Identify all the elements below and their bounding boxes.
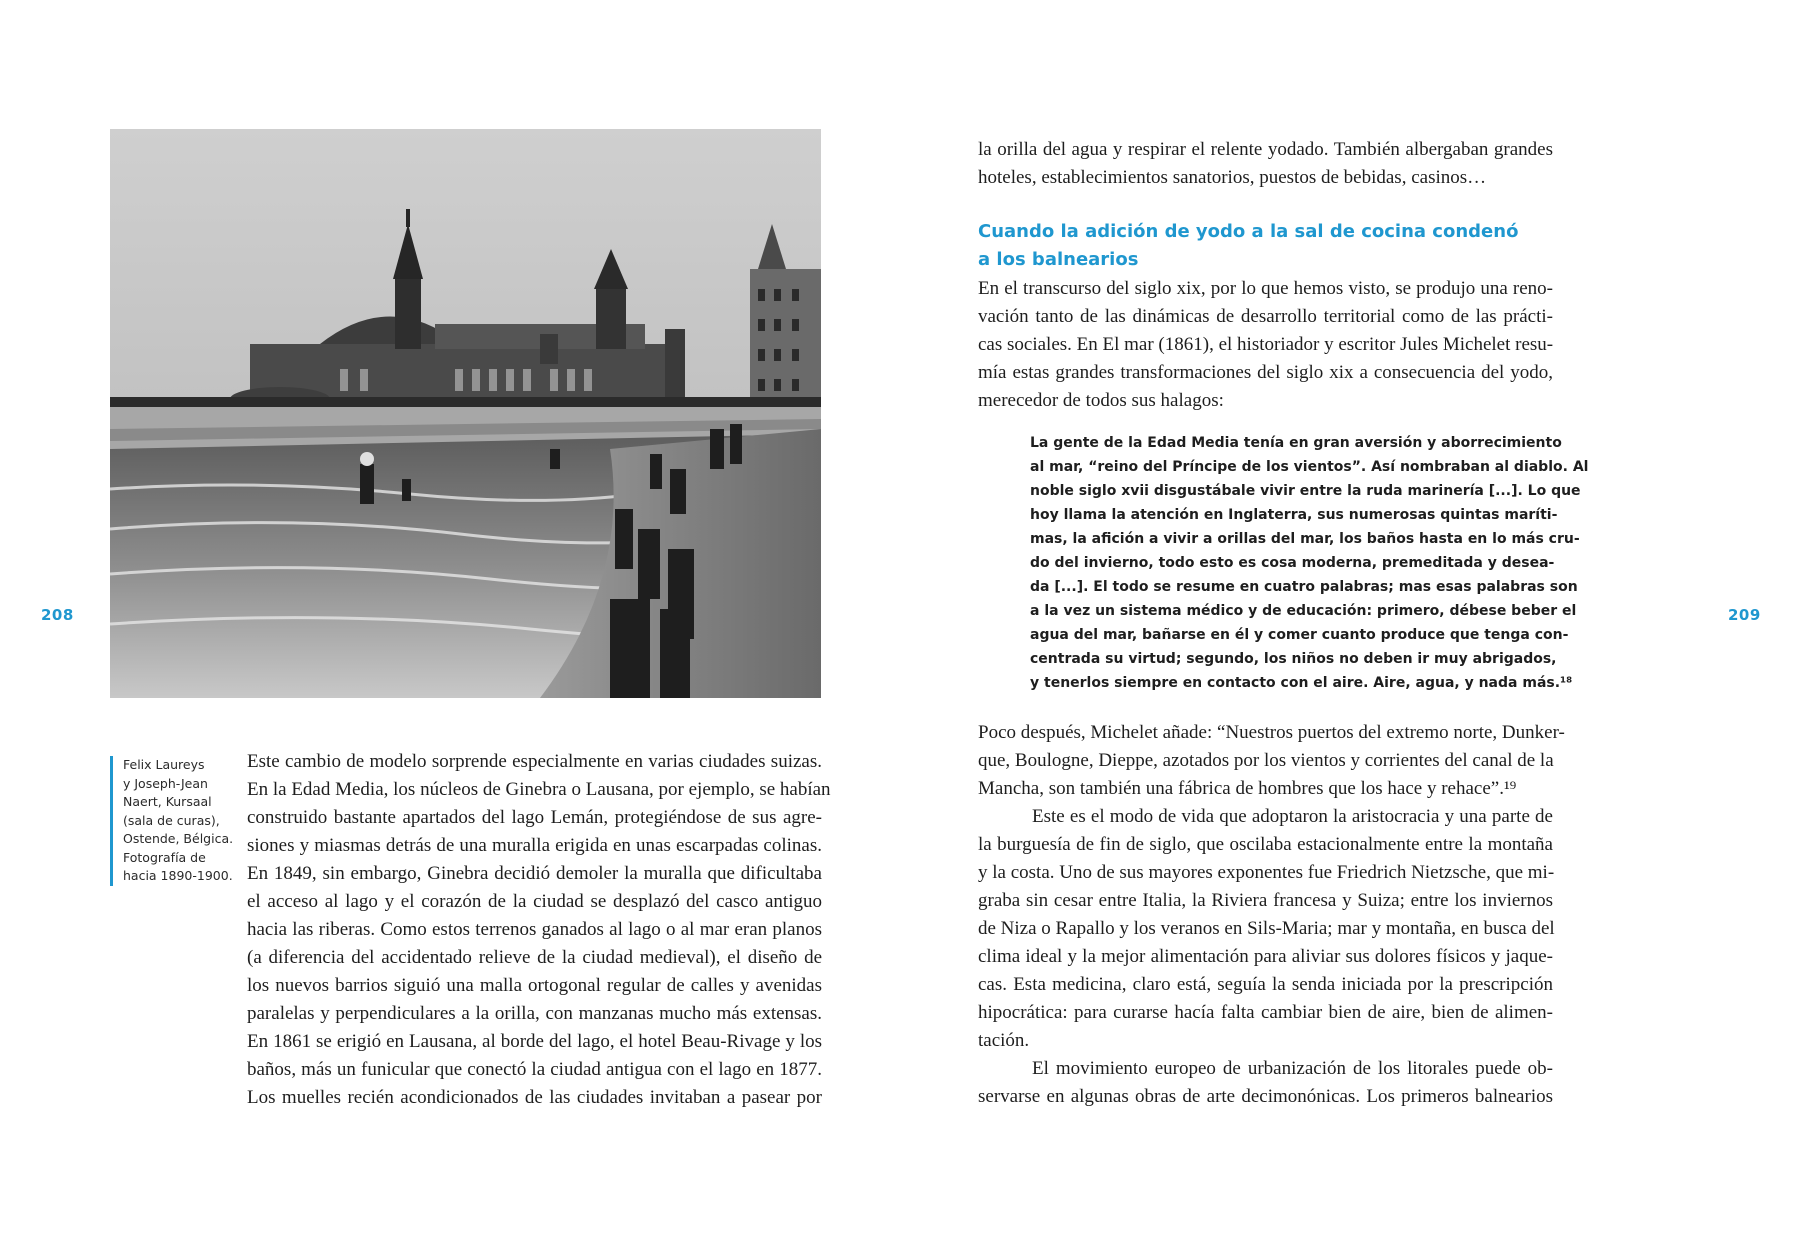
body-line: hoteles, establecimientos sanatorios, puestos de bebidas, casinos…: [978, 167, 1487, 188]
body-line: servarse en algunas obras de arte decimonónicas. Los primeros balnearios: [978, 1086, 1553, 1107]
heading-line: a los balnearios: [978, 249, 1139, 270]
quote-line: do del invierno, todo esto es cosa moderna, premeditada y desea-: [1030, 555, 1555, 571]
body-line: hacia las riberas. Como estos terrenos ganados al lago o al mar eran planos: [247, 919, 822, 940]
body-line: Este cambio de modelo sorprende especialmente en varias ciudades suizas.: [247, 751, 822, 772]
body-line: En la Edad Media, los núcleos de Ginebra o Lausana, por ejemplo, se habían: [247, 779, 831, 800]
body-line: Este es el modo de vida que adoptaron la aristocracia y una parte de: [1032, 806, 1553, 827]
body-line: merecedor de todos sus halagos:: [978, 390, 1224, 411]
body-line: graba sin cesar entre Italia, la Riviera francesa y Suiza; entre los inviernos: [978, 890, 1553, 911]
section-heading: [978, 218, 1553, 274]
quote-line: La gente de la Edad Media tenía en gran aversión y aborrecimiento: [1030, 435, 1562, 451]
body-line: cas. Esta medicina, claro está, seguía la senda iniciada por la prescripción: [978, 974, 1553, 995]
body-line: (a diferencia del accidentado relieve de la ciudad medieval), el diseño de: [247, 947, 822, 968]
body-line: mía estas grandes transformaciones del siglo xix a consecuencia del yodo,: [978, 362, 1553, 383]
quote-line: noble siglo xvii disgustábale vivir entre la ruda marinería [...]. Lo que: [1030, 483, 1581, 499]
body-line: de Niza o Rapallo y los veranos en Sils-Maria; mar y montaña, en busca del: [978, 918, 1555, 939]
body-line: y la costa. Uno de sus mayores exponentes fue Friedrich Nietzsche, que mi-: [978, 862, 1555, 883]
caption-line: Ostende, Bélgica.: [123, 831, 234, 846]
caption-line: y Joseph-Jean: [123, 775, 208, 791]
quote-line: hoy llama la atención en Inglaterra, sus numerosas quintas maríti-: [1030, 507, 1558, 523]
caption-line: Fotografía de: [123, 849, 206, 865]
body-line: hipocrática: para curarse hacía falta cambiar bien de aire, bien de alimen-: [978, 1002, 1553, 1023]
page-number-left: 208: [41, 606, 74, 624]
quote-line: da [...]. El todo se resume en cuatro palabras; mas esas palabras son: [1030, 579, 1578, 595]
caption-line: Naert, Kursaal: [123, 794, 212, 809]
quote-line: centrada su virtud; segundo, los niños no deben ir muy abrigados,: [1030, 651, 1557, 667]
caption-line: hacia 1890-1900.: [123, 868, 233, 883]
body-line: En el transcurso del siglo xix, por lo que hemos visto, se produjo una reno-: [978, 278, 1553, 299]
quote-line: a la vez un sistema médico y de educación: primero, débese beber el: [1030, 603, 1577, 619]
caption-line: (sala de curas),: [123, 812, 220, 828]
body-line: paralelas y perpendiculares a la orilla, con manzanas mucho más extensas.: [247, 1003, 822, 1024]
page-number-right: 209: [1728, 606, 1761, 624]
caption-line: Felix Laureys: [123, 757, 205, 772]
body-line: la burguesía de fin de siglo, que oscilaba estacionalmente entre la montaña: [978, 834, 1553, 855]
quote-line: y tenerlos siempre en contacto con el aire. Aire, agua, y nada más.¹⁸: [1030, 675, 1573, 691]
body-line: el acceso al lago y el corazón de la ciudad se desplazó del casco antiguo: [247, 891, 822, 912]
photo-caption: [110, 756, 243, 886]
quote-line: al mar, “reino del Príncipe de los vientos”. Así nombraban al diablo. Al: [1030, 459, 1589, 475]
body-line: Los muelles recién acondicionados de las ciudades invitaban a pasear por: [247, 1087, 822, 1108]
body-line: vación tanto de las dinámicas de desarrollo territorial como de las prácti-: [978, 306, 1553, 327]
body-line: clima ideal y la mejor alimentación para aliviar sus dolores físicos y jaque-: [978, 946, 1553, 967]
block-quote: [1030, 431, 1589, 695]
intro-paragraph: [978, 275, 1553, 415]
photo-illustration: [110, 129, 821, 698]
body-line: Mancha, son también una fábrica de hombres que los hace y rehace”.¹⁹: [978, 778, 1517, 799]
body-line: cas sociales. En El mar (1861), el historiador y escritor Jules Michelet resu-: [978, 334, 1554, 355]
right-top-text: [978, 136, 1553, 192]
after-quote-text: [978, 719, 1565, 1111]
body-line: la orilla del agua y respirar el relente yodado. También albergaban grandes: [978, 139, 1553, 160]
quote-line: mas, la afición a vivir a orillas del mar, los baños hasta en lo más cru-: [1030, 531, 1580, 547]
body-line: Poco después, Michelet añade: “Nuestros puertos del extremo norte, Dunker-: [978, 722, 1565, 743]
body-line: los nuevos barrios siguió una malla ortogonal regular de calles y avenidas: [247, 975, 822, 996]
kursaal-ostende-photo: [110, 129, 821, 698]
body-line: El movimiento europeo de urbanización de los litorales puede ob-: [1032, 1058, 1553, 1079]
body-line: En 1861 se erigió en Lausana, al borde del lago, el hotel Beau-Rivage y los: [247, 1031, 822, 1052]
body-line: baños, más un funicular que conectó la ciudad antigua con el lago en 1877.: [247, 1059, 822, 1080]
body-line: construido bastante apartados del lago Lemán, protegiéndose de sus agre-: [247, 807, 822, 828]
left-body-text: [247, 748, 831, 1112]
quote-line: agua del mar, bañarse en él y comer cuanto produce que tenga con-: [1030, 627, 1569, 643]
body-line: tación.: [978, 1030, 1030, 1051]
heading-line: Cuando la adición de yodo a la sal de cocina condenó: [978, 221, 1519, 242]
body-line: siones y miasmas detrás de una muralla erigida en unas escarpadas colinas.: [247, 835, 822, 856]
body-line: En 1849, sin embargo, Ginebra decidió demoler la muralla que dificultaba: [247, 863, 822, 884]
body-line: que, Boulogne, Dieppe, azotados por los vientos y corrientes del canal de la: [978, 750, 1554, 771]
